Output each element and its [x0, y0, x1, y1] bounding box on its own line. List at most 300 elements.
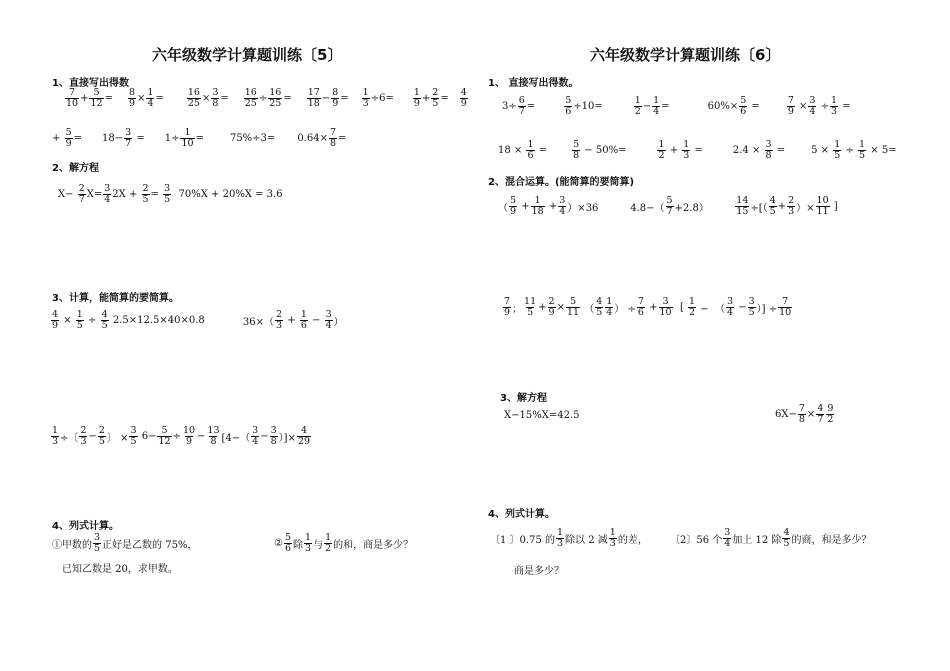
denominator: 5 [76, 320, 83, 331]
denominator: 18 [531, 206, 544, 217]
denominator: 7 [817, 414, 824, 425]
denominator: 5 [98, 436, 105, 447]
right-section-3-heading: 3、解方程 [500, 393, 547, 404]
math-text: + [777, 201, 787, 212]
fraction [78, 184, 86, 205]
numerator: 1 [609, 527, 616, 538]
math-text: = [440, 93, 449, 104]
fraction [284, 533, 292, 554]
right-s1-row1 [502, 96, 922, 117]
denominator: 9 [548, 307, 555, 318]
denominator: 4 [147, 98, 154, 109]
right-section-1-heading: 1、 直接写出得数。 [488, 78, 579, 89]
left-section-2-heading: 2、解方程 [52, 163, 99, 174]
math-text: ） ÷ [614, 304, 636, 315]
math-text: − [735, 302, 747, 313]
problem-item [708, 96, 760, 117]
denominator: 4 [104, 194, 111, 205]
numerator: 3 [164, 183, 171, 194]
denominator: 5 [130, 436, 137, 447]
problem-item [52, 128, 82, 149]
numerator: 8 [332, 87, 339, 98]
denominator: 10 [659, 307, 672, 318]
right-title: 六年级数学计算题训练〔6〕 [590, 46, 781, 64]
fraction [79, 426, 87, 447]
numerator: 4 [596, 296, 603, 307]
denominator: 3 [52, 436, 59, 447]
math-text: = [150, 189, 163, 200]
right-s2-line2 [502, 297, 793, 318]
denominator: 3 [609, 538, 616, 549]
math-text: − 50%= [581, 145, 627, 156]
math-text: − [321, 93, 331, 104]
denominator: 15 [736, 206, 749, 217]
fraction [98, 426, 106, 447]
fraction [787, 96, 795, 117]
denominator: 4 [325, 320, 332, 331]
math-text: ） [333, 317, 344, 328]
math-text: × [556, 302, 565, 313]
math-text: ÷ [817, 101, 830, 112]
math-text: + [538, 302, 547, 313]
numerator: 5 [65, 127, 72, 138]
numerator: 2 [788, 195, 795, 206]
fraction [659, 297, 673, 318]
fraction [808, 96, 816, 117]
denominator: 6 [740, 106, 747, 117]
right-s4-question1-cont: 商是多少？ [514, 566, 564, 577]
denominator: 6 [284, 543, 292, 554]
math-text: − [308, 315, 324, 326]
math-text: ①甲数的 [52, 540, 92, 551]
denominator: 3 [305, 543, 312, 554]
left-section-4-heading: 4、列式计算。 [52, 521, 119, 532]
left-title: 六年级数学计算题训练〔5〕 [152, 46, 343, 64]
denominator: 2 [658, 150, 665, 161]
math-text: − [88, 431, 97, 442]
denominator: 10 [779, 307, 792, 318]
problem-item [186, 88, 229, 109]
math-text: = [691, 145, 703, 156]
denominator: 2 [325, 543, 332, 554]
fraction [726, 297, 734, 318]
math-text: × 5= [867, 145, 897, 156]
math-text: X− [58, 189, 77, 200]
math-text: 70%X + 20%X = 3.6 [172, 189, 283, 200]
denominator: 4 [559, 206, 566, 217]
fraction [324, 533, 332, 554]
math-text: + [284, 315, 299, 326]
problem-item [165, 128, 204, 149]
denominator: 6 [637, 307, 644, 318]
fraction [556, 528, 564, 549]
fraction [65, 88, 79, 109]
math-text: 2.4 × [732, 145, 764, 156]
fraction [180, 128, 194, 149]
right-section-4-heading: 4、列式计算。 [488, 509, 555, 520]
denominator: 7 [78, 194, 85, 205]
fraction [128, 88, 136, 109]
numerator: 4 [52, 309, 59, 320]
math-text: = [839, 101, 851, 112]
numerator: 11 [524, 296, 537, 307]
numerator: 1 [658, 139, 665, 150]
fraction [103, 184, 111, 205]
math-text: 36×（ [204, 317, 275, 328]
numerator: 2 [78, 183, 85, 194]
math-text: ÷ [258, 93, 268, 104]
denominator: 9 [460, 98, 467, 109]
fraction [275, 310, 283, 331]
fraction [558, 196, 566, 217]
math-text: × [60, 315, 75, 326]
right-s1-row2 [498, 140, 918, 161]
problem-item [102, 128, 145, 149]
denominator: 3 [831, 106, 838, 117]
denominator: 9 [504, 307, 511, 318]
fraction [688, 297, 696, 318]
fraction [211, 88, 219, 109]
numerator: 1 [606, 296, 613, 307]
problem-item [786, 96, 851, 117]
denominator: 9 [332, 98, 339, 109]
numerator: 3 [748, 296, 755, 307]
problem-item [297, 128, 346, 149]
math-text: 5 × [811, 145, 833, 156]
math-text: × [795, 101, 808, 112]
numerator: 1 [76, 309, 83, 320]
numerator: 1 [305, 532, 312, 543]
numerator: 5 [569, 296, 577, 307]
numerator: 16 [269, 87, 282, 98]
right-s3-equation2 [775, 404, 835, 425]
math-text: = [535, 145, 548, 156]
math-text: = [133, 133, 145, 144]
numerator: 13 [207, 425, 220, 436]
numerator: 2 [432, 87, 439, 98]
denominator: 5 [142, 194, 149, 205]
denominator: 5 [164, 194, 171, 205]
math-text: 6− [138, 431, 157, 442]
math-text: ÷ [842, 145, 858, 156]
fraction [76, 310, 84, 331]
denominator: 4 [653, 106, 660, 117]
numerator: 7 [69, 87, 76, 98]
problem-item [459, 88, 469, 109]
fraction [566, 297, 580, 318]
fraction [268, 88, 282, 109]
denominator: 5 [94, 543, 101, 554]
numerator: 1 [325, 532, 332, 543]
math-text: = [73, 133, 82, 144]
denominator: 5 [769, 206, 776, 217]
denominator: 11 [816, 206, 829, 217]
numerator: 1 [557, 527, 564, 538]
fraction [163, 184, 171, 205]
denominator: 25 [187, 98, 200, 109]
numerator: 1 [52, 425, 59, 436]
math-text: + [421, 93, 431, 104]
right-s4-question2 [670, 528, 871, 549]
math-text: = [661, 101, 670, 112]
denominator: 9 [128, 98, 136, 109]
denominator: 9 [787, 106, 794, 117]
math-text: （ [581, 304, 595, 315]
math-text: +2.8） [674, 203, 709, 214]
math-text: ÷10= [573, 101, 603, 112]
math-text: 的商，和是多少？ [791, 535, 872, 546]
problem-item [633, 96, 670, 117]
denominator: 3 [683, 150, 690, 161]
numerator: 5 [93, 87, 100, 98]
fraction [605, 297, 613, 318]
numerator: 5 [573, 139, 580, 150]
numerator: 1 [534, 195, 541, 206]
right-section-2-heading: 2、混合运算。(能简算的要简算) [488, 177, 635, 188]
right-s3-equation1: X−15%X=42.5 [504, 410, 580, 421]
fraction [65, 128, 73, 149]
math-text: + [80, 93, 89, 104]
math-text: ÷ [84, 315, 100, 326]
fraction [270, 426, 278, 447]
math-text: X= [86, 189, 103, 200]
math-text: ÷[（ [750, 203, 768, 214]
denominator: 8 [210, 436, 217, 447]
denominator: 29 [297, 436, 311, 447]
problem-item [502, 96, 535, 117]
fraction [787, 196, 795, 217]
numerator: 2 [276, 309, 283, 320]
denominator: 7 [518, 106, 525, 117]
numerator: 16 [244, 87, 257, 98]
fraction [362, 88, 370, 109]
fraction [778, 297, 792, 318]
numerator: 1 [527, 139, 534, 150]
numerator: 4 [769, 195, 776, 206]
numerator: 1 [831, 95, 838, 106]
denominator: 12 [158, 436, 171, 447]
denominator: 9 [65, 138, 72, 149]
numerator: 4 [783, 527, 790, 538]
numerator: 10 [182, 425, 196, 436]
fraction [146, 88, 154, 109]
math-text: + [645, 302, 658, 313]
fraction [325, 310, 333, 331]
math-text: 2X + [112, 189, 141, 200]
math-text: ）× [796, 203, 815, 214]
denominator: 9 [185, 436, 192, 447]
denominator: 5 [432, 98, 439, 109]
numerator: 3 [662, 296, 669, 307]
fraction [93, 533, 101, 554]
math-text: 75%÷3= [229, 133, 276, 144]
math-text: = [340, 93, 349, 104]
denominator: 5 [748, 307, 755, 318]
left-s2-equations [58, 184, 283, 205]
denominator: 2 [827, 414, 834, 425]
math-text: × [806, 409, 816, 420]
numerator: 3 [212, 87, 219, 98]
numerator: 2 [80, 425, 87, 436]
left-s1-row2 [52, 128, 472, 149]
numerator: 14 [736, 195, 749, 206]
left-section-1-heading: 1、直接写出得数 [52, 78, 129, 89]
math-text: = [773, 145, 786, 156]
denominator: 4 [809, 106, 816, 117]
fraction [769, 196, 777, 217]
problem-item [243, 88, 292, 109]
fraction [518, 96, 526, 117]
math-text: = [748, 101, 760, 112]
numerator: 1 [413, 87, 420, 98]
fraction [460, 88, 468, 109]
numerator: 7 [637, 296, 644, 307]
fraction [548, 297, 556, 318]
fraction [826, 404, 834, 425]
denominator: 8 [573, 150, 580, 161]
math-text: + [545, 201, 558, 212]
denominator: 5 [859, 150, 866, 161]
problem-item [571, 140, 626, 161]
math-text: ÷ [172, 431, 181, 442]
math-text: + [666, 145, 682, 156]
denominator: 4 [724, 538, 731, 549]
math-text: （ [498, 203, 508, 214]
numerator: 3 [559, 195, 566, 206]
math-text: 〔2〕56 个 [670, 535, 723, 546]
fraction [609, 528, 617, 549]
fraction [782, 528, 790, 549]
denominator: 8 [765, 150, 772, 161]
math-text: ÷〔 [60, 433, 79, 444]
math-text: − （ [697, 304, 726, 315]
left-s1-row1 [52, 88, 472, 109]
numerator: 1 [683, 139, 690, 150]
math-text: 加上 12 除 [732, 535, 782, 546]
numerator: 3 [325, 309, 332, 320]
fraction [300, 310, 308, 331]
denominator: 6 [300, 320, 307, 331]
fraction [723, 528, 731, 549]
numerator: 3 [809, 95, 816, 106]
math-text: 与 [313, 540, 324, 551]
denominator: 3 [80, 436, 87, 447]
fraction [765, 140, 773, 161]
denominator: 4 [252, 436, 259, 447]
math-text: = [526, 101, 536, 112]
fraction [182, 426, 196, 447]
numerator: 2 [98, 425, 105, 436]
math-text: 除 [293, 540, 304, 551]
denominator: 10 [66, 98, 79, 109]
math-text: 0.64× [297, 133, 328, 144]
denominator: 4 [606, 307, 613, 318]
numerator: 3 [252, 425, 259, 436]
problem-item [64, 88, 113, 109]
numerator: 3 [94, 532, 101, 543]
fraction [833, 140, 841, 161]
denominator: 9 [413, 98, 420, 109]
denominator: 8 [270, 436, 277, 447]
denominator: 3 [557, 538, 564, 549]
math-text: [ [673, 302, 688, 313]
fraction [244, 88, 258, 109]
numerator: 1 [362, 87, 369, 98]
fraction [739, 96, 747, 117]
fraction [526, 140, 534, 161]
denominator: 6 [527, 150, 534, 161]
fraction [142, 184, 150, 205]
fraction [657, 140, 665, 161]
math-text: = [220, 93, 229, 104]
fraction [564, 96, 572, 117]
math-text: ÷6= [370, 93, 394, 104]
denominator: 7 [125, 138, 132, 149]
math-text: − [642, 101, 652, 112]
fraction [858, 140, 866, 161]
math-text: 〕 × [106, 433, 129, 444]
numerator: 7 [798, 403, 805, 414]
math-text: = [283, 93, 292, 104]
math-text: 的和，商是多少？ [333, 540, 414, 551]
fraction [735, 196, 749, 217]
math-text: − [197, 431, 206, 442]
numerator: 5 [666, 195, 673, 206]
right-s2-line1 [498, 196, 838, 217]
fraction [129, 426, 137, 447]
problem-item [811, 140, 896, 161]
math-text: ② [274, 538, 283, 549]
numerator: 3 [270, 425, 277, 436]
math-text: 〔1 〕0.75 的 [490, 535, 555, 546]
problem-item [306, 88, 349, 109]
math-text: 3÷ [502, 101, 517, 112]
problem-item [733, 140, 785, 161]
problem-item [127, 88, 164, 109]
fraction [329, 128, 337, 149]
left-s4-question1 [52, 533, 197, 554]
math-text: 正好是乙数的 75%， [102, 540, 198, 551]
denominator: 11 [566, 307, 580, 318]
math-text: = [104, 93, 113, 104]
denominator: 25 [269, 98, 282, 109]
numerator: 1 [653, 95, 660, 106]
fraction [503, 297, 511, 318]
fraction [595, 297, 603, 318]
math-text: 除以 2 减 [565, 535, 608, 546]
numerator: 5 [565, 95, 572, 106]
denominator: 5 [101, 320, 108, 331]
right-s4-question1 [490, 528, 648, 549]
denominator: 9 [510, 206, 517, 217]
left-s4-question2 [274, 533, 413, 554]
numerator: 8 [128, 87, 136, 98]
fraction [307, 88, 321, 109]
numerator: 3 [130, 425, 137, 436]
denominator: 8 [329, 138, 337, 149]
numerator: 2 [548, 296, 555, 307]
math-text: ）×36 [567, 203, 599, 214]
problem-item [361, 88, 394, 109]
numerator: 4 [101, 309, 108, 320]
numerator: 1 [147, 87, 154, 98]
fraction [816, 404, 824, 425]
math-text: ] [830, 201, 838, 212]
denominator: 8 [212, 98, 219, 109]
fraction [304, 533, 312, 554]
fraction [666, 196, 674, 217]
left-s3-line2 [50, 426, 312, 447]
